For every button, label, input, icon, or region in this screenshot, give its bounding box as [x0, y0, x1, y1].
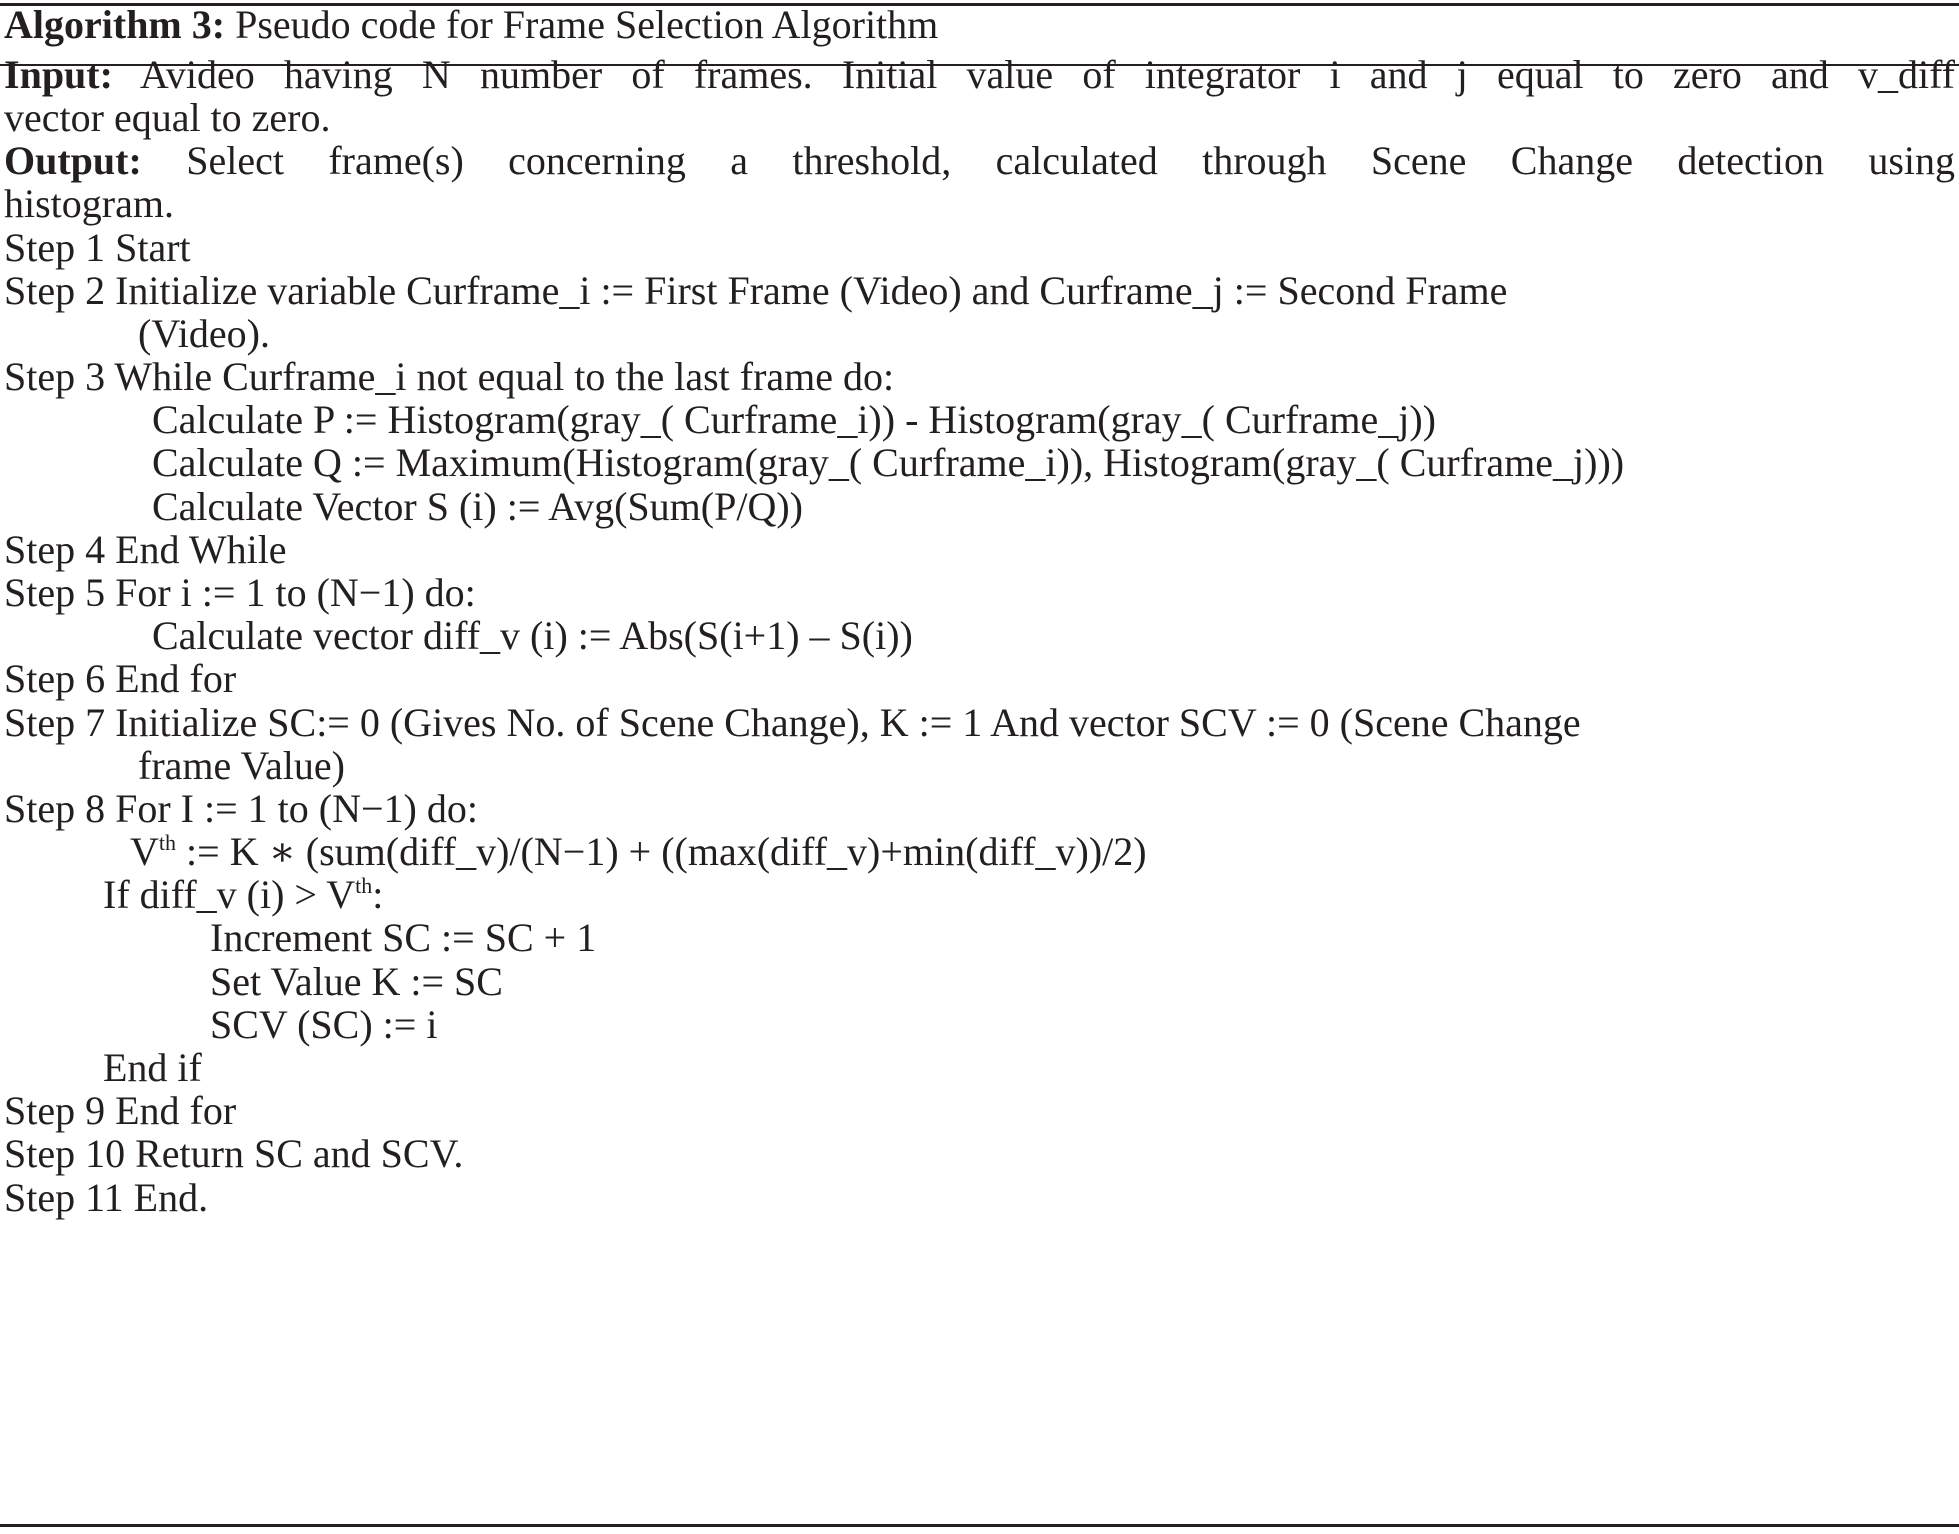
- step-5: Step 5 For i := 1 to (N−1) do:: [4, 570, 476, 615]
- input-text-1: Avideo having N number of frames. Initial value of integrator i and j equal to zero and v_diff: [139, 52, 1955, 97]
- if-suffix: :: [372, 872, 384, 917]
- end-if: End if: [103, 1045, 202, 1090]
- step-5-calc-diff: Calculate vector diff_v (i) := Abs(S(i+1) – S(i)): [152, 613, 913, 658]
- step-11: Step 11 End.: [4, 1175, 209, 1220]
- vth-formula: := K ∗ (sum(diff_v)/(N−1) + ((max(diff_v)+min(diff_v))/2): [186, 829, 1147, 874]
- increment-sc: Increment SC := SC + 1: [210, 915, 597, 960]
- step-3-calc-q: Calculate Q := Maximum(Histogram(gray_( Curframe_i)), Histogram(gray_( Curframe_j))): [152, 440, 1625, 485]
- output-label: Output:: [4, 138, 142, 183]
- vth-symbol: V: [130, 829, 159, 874]
- step-2: Step 2 Initialize variable Curframe_i := First Frame (Video) and Curframe_j := Second Frame: [4, 268, 1508, 313]
- output-text-1: Select frame(s) concerning a threshold, calculated through Scene Change detection using: [186, 138, 1956, 183]
- input-label: Input:: [4, 52, 113, 97]
- step-3: Step 3 While Curframe_i not equal to the last frame do:: [4, 354, 895, 399]
- step-4: Step 4 End While: [4, 527, 287, 572]
- if-prefix: If diff_v (i) > V: [103, 872, 356, 917]
- scv-assign: SCV (SC) := i: [210, 1002, 438, 1047]
- step-7-continuation: frame Value): [138, 743, 345, 788]
- step-3-calc-s: Calculate Vector S (i) := Avg(Sum(P/Q)): [152, 484, 803, 529]
- input-line-2: vector equal to zero.: [4, 95, 331, 140]
- step-8: Step 8 For I := 1 to (N−1) do:: [4, 786, 478, 831]
- output-line-2: histogram.: [4, 181, 174, 226]
- step-3-calc-p: Calculate P := Histogram(gray_( Curframe_i)) - Histogram(gray_( Curframe_j)): [152, 397, 1436, 442]
- caption-label: Algorithm 3:: [4, 2, 226, 47]
- bottom-rule: [0, 1524, 1959, 1527]
- step-1: Step 1 Start: [4, 225, 191, 270]
- step-9: Step 9 End for: [4, 1088, 237, 1133]
- step-7: Step 7 Initialize SC:= 0 (Gives No. of Scene Change), K := 1 And vector SCV := 0 (Scene Change: [4, 700, 1581, 745]
- vth-superscript: th: [158, 830, 177, 855]
- caption-text: Pseudo code for Frame Selection Algorithm: [235, 2, 939, 47]
- algorithm-caption: [4, 0, 1955, 52]
- if-vth-superscript: th: [355, 873, 373, 898]
- step-10: Step 10 Return SC and SCV.: [4, 1131, 464, 1176]
- step-2-continuation: (Video).: [138, 311, 270, 356]
- set-value-k: Set Value K := SC: [210, 959, 503, 1004]
- step-6: Step 6 End for: [4, 656, 237, 701]
